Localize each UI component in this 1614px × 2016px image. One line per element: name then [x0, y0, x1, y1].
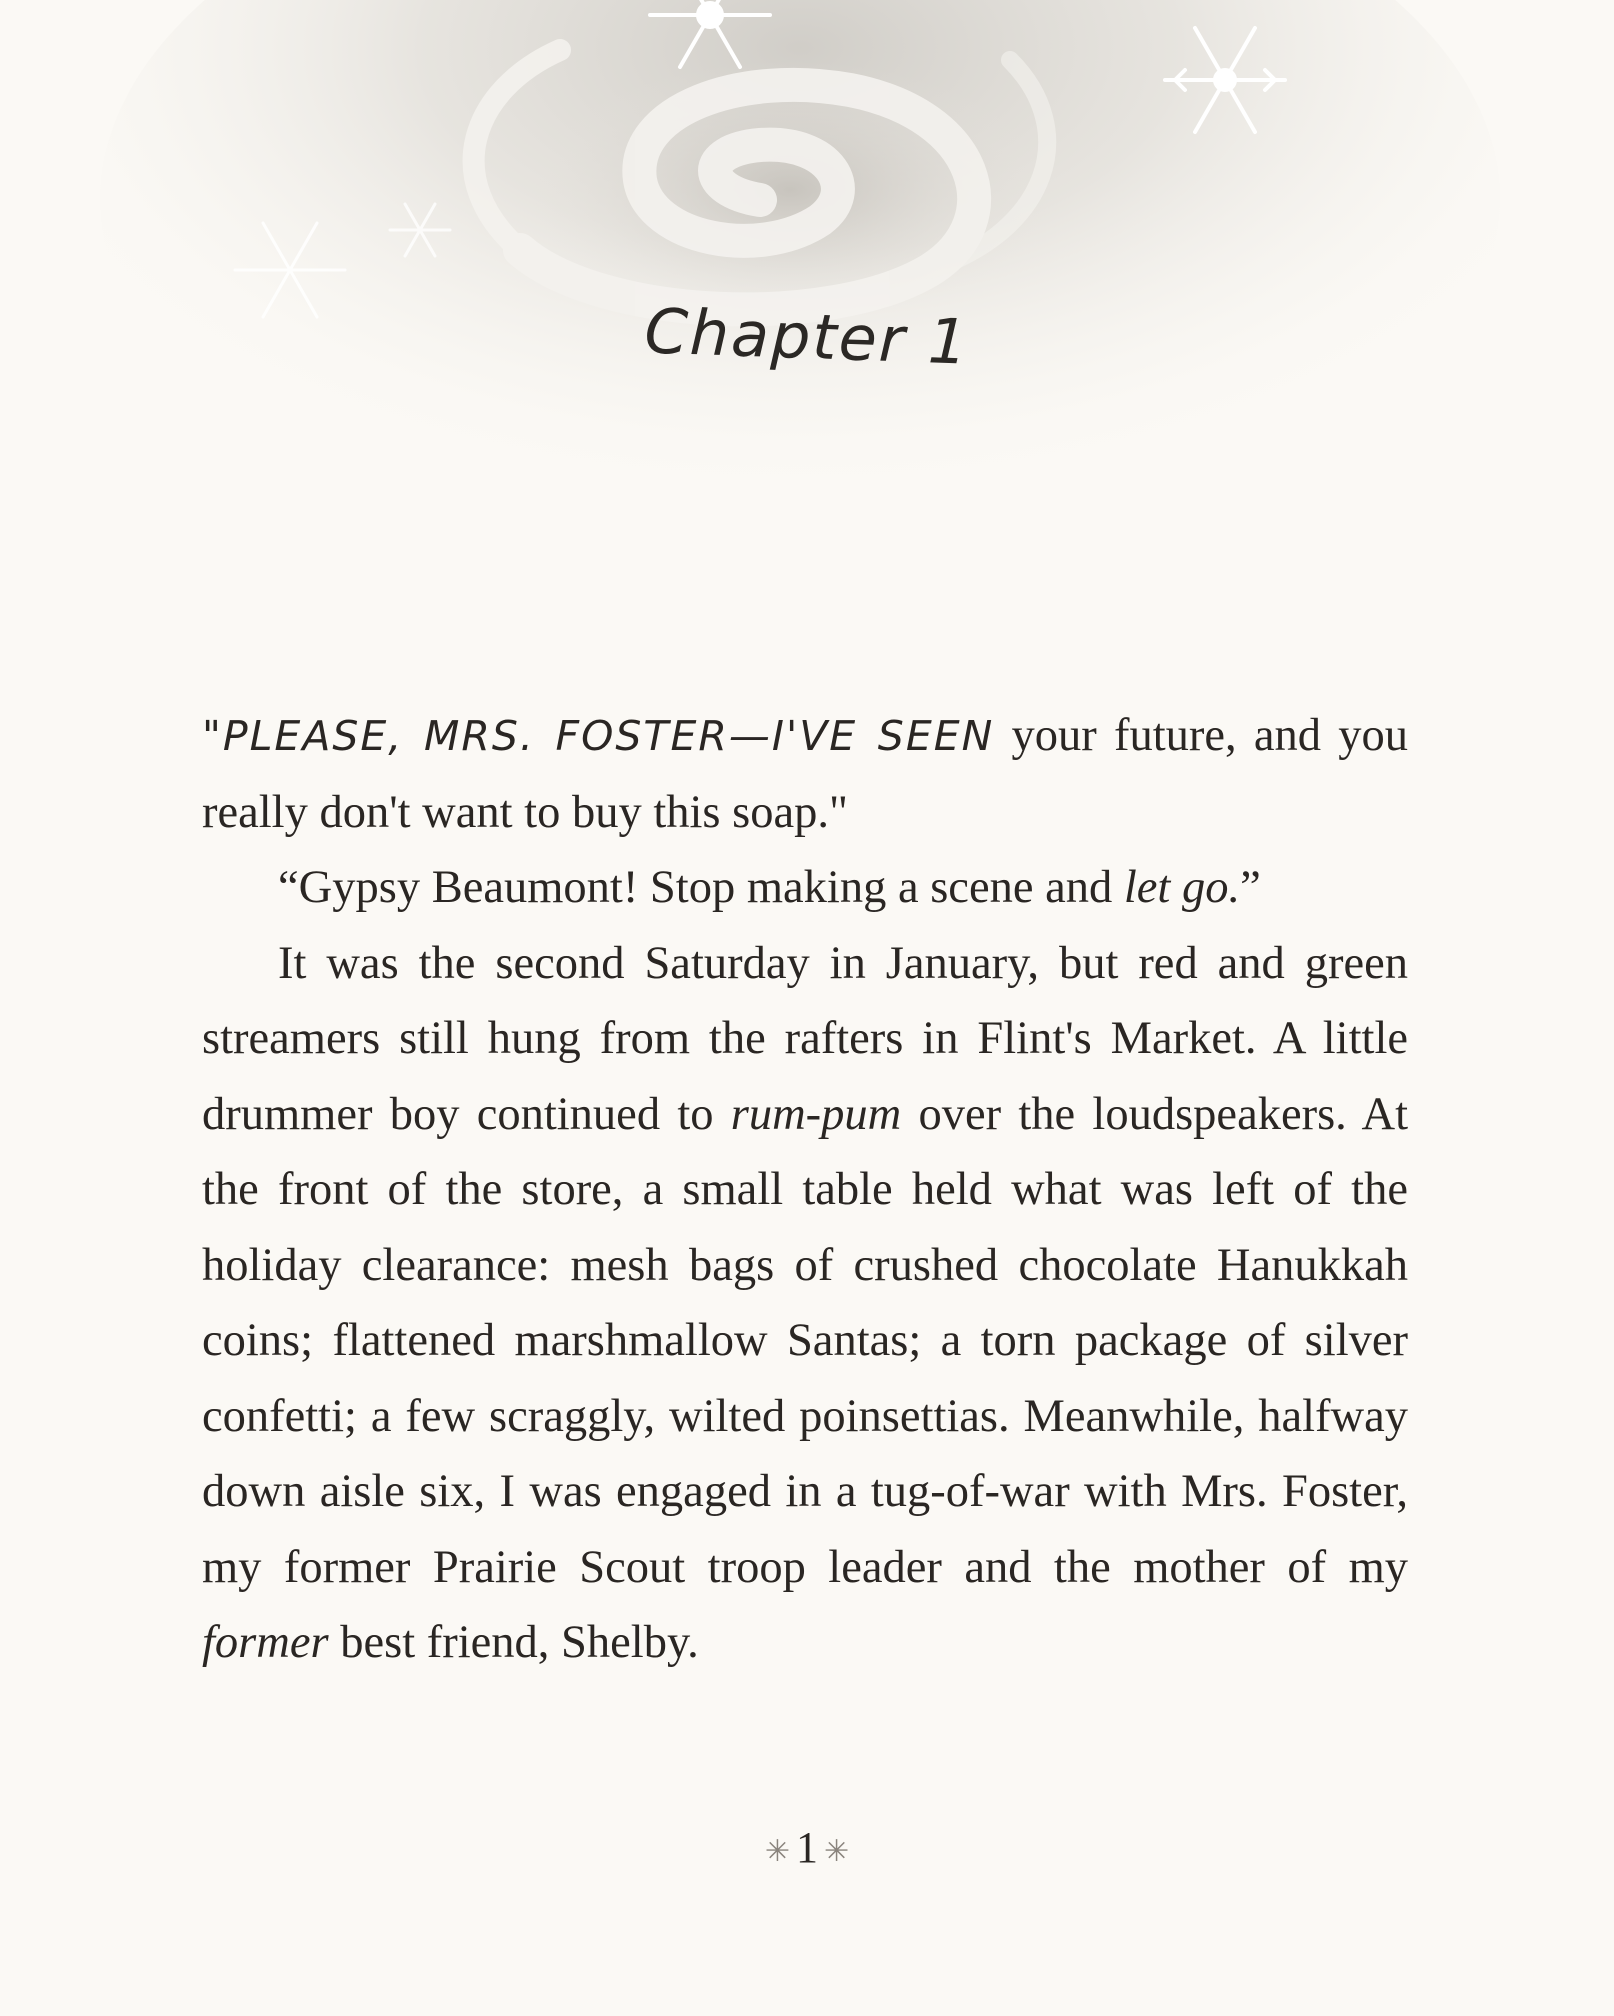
paragraph — [202, 698, 1408, 850]
asterisk-ornament-icon: ✳ — [764, 1835, 790, 1869]
asterisk-ornament-icon: ✳ — [824, 1835, 850, 1869]
paragraph-text: It was the second Saturday in January, but red and green streamers still hung from the rafters in Flint's Market. A little drummer boy continued to — [202, 937, 1408, 1140]
paragraph-text: best friend, Shelby. — [328, 1617, 699, 1668]
paragraph-text: “Gypsy Beaumont! Stop making a scene and — [278, 862, 1124, 913]
paragraph-text: your future, and you really don't want to buy this soap." — [202, 710, 1408, 838]
emphasis-text: former — [202, 1617, 329, 1668]
paragraph-text: over the loudspeakers. At the front of the store, a small table held what was left of the holiday clearance: mesh bags of crushed chocolate Hanukkah coins; flattened marshmallow Santas; a torn package of silver confetti; a few scraggly, wilted poinsettias. Meanwhile, halfway down aisle six, I was engaged in a tug-of-war with Mrs. Foster, my former Prairie Scout troop leader and the mother of my — [202, 1088, 1408, 1593]
paragraph — [202, 850, 1408, 926]
emphasis-text: rum-pum — [730, 1088, 902, 1140]
paragraph — [202, 926, 1408, 1681]
chapter-body — [202, 698, 1408, 1681]
page-number — [0, 1822, 1614, 1873]
chapter-heading: Chapter 1 — [643, 294, 971, 379]
paragraph-text: ” — [1240, 862, 1261, 913]
page-number-text: 1 — [796, 1823, 818, 1872]
emphasis-text: let go. — [1123, 862, 1241, 913]
lead-in-text: "PLEASE, MRS. FOSTER—I'VE SEEN — [202, 712, 995, 760]
